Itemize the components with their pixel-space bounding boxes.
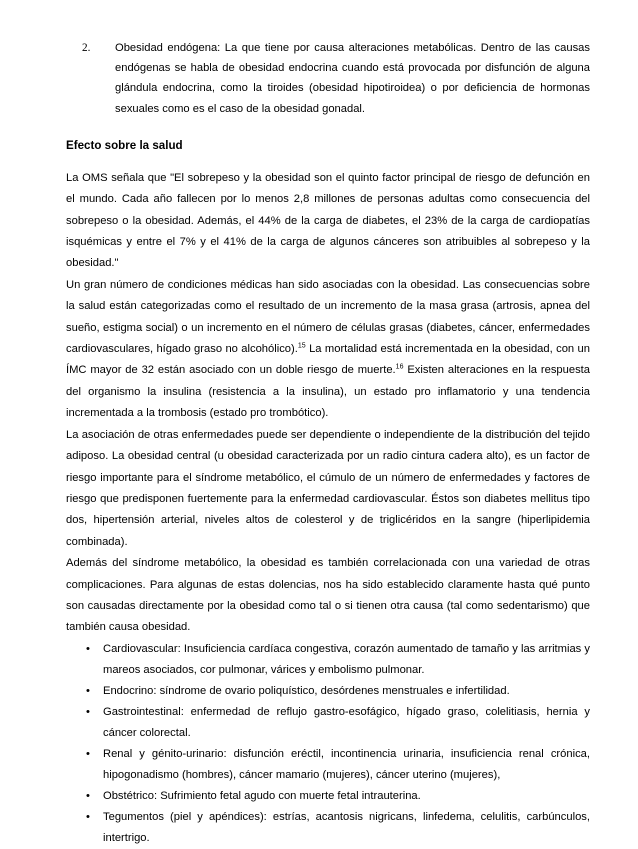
complications-list xyxy=(66,639,590,849)
list-item xyxy=(66,786,590,807)
numbered-list-item xyxy=(82,38,590,119)
paragraph-adipose-distribution: La asociación de otras enfermedades puede ser dependiente o independiente de la distribución del tejido adiposo. La obesidad central (u obesidad caracterizada por un radio cintura cadera alto), es un factor de riesgo importante para el síndrome metabólico, el cúmulo de un número de enfermedades y factores de riesgo que predisponen fuertemente para la enfermedad cardiovascular. Éstos son diabetes mellitus tipo dos, hipertensión arterial, niveles altos de colesterol y de triglicéridos en la sangre (hiperlipidemia combinada). xyxy=(66,428,590,548)
paragraph-text: Existen alteraciones en la respuesta del organismo la insulina (resistencia a la insulina), un estado pro inflamatorio y una tendencia incrementada a la trombosis (estado pro trombótico). xyxy=(66,364,591,420)
list-item-text: Renal y génito-urinario: disfunción eréctil, incontinencia urinaria, insuficiencia renal crónica, hipogonadismo (hombres), cáncer mamario (mujeres), cáncer uterino (mujeres), xyxy=(103,747,590,781)
list-item-text: Endocrino: síndrome de ovario poliquístico, desórdenes menstruales e infertilidad. xyxy=(103,684,510,697)
list-item xyxy=(66,702,590,744)
list-item-text: Tegumentos (piel y apéndices): estrías, acantosis nigricans, linfedema, celulitis, carbúnculos, intertrigo. xyxy=(103,810,590,844)
paragraph-consequences xyxy=(66,275,590,425)
bullet-icon: • xyxy=(86,684,90,697)
paragraph-oms-quote: La OMS señala que "El sobrepeso y la obesidad son el quinto factor principal de riesgo de defunción en el mundo. Cada año fallecen por lo menos 2,8 millones de personas adultas como consecuencia del sobrepeso o la obesidad. Además, el 44% de la carga de diabetes, el 23% de la carga de cardiopatías isquémicas y entre el 7% y el 41% de la carga de algunos cánceres son atribuibles al sobrepeso y la obesidad." xyxy=(66,171,590,270)
list-item xyxy=(66,744,590,786)
section-heading: Efecto sobre la salud xyxy=(66,138,183,152)
bullet-icon: • xyxy=(86,747,90,760)
bullet-icon: • xyxy=(86,705,90,718)
reference-number: 15 xyxy=(297,342,306,350)
paragraph-text: La mortalidad está incrementada en la obesidad, con un ÍMC mayor de 32 están asociado con un doble riesgo de muerte. xyxy=(66,343,590,377)
list-item-text: Cardiovascular: Insuficiencia cardíaca congestiva, corazón aumentado de tamaño y las arritmias y mareos asociados, cor pulmonar, várices y embolismo pulmonar. xyxy=(103,642,590,676)
paragraph-text: Un gran número de condiciones médicas han sido asociadas con la obesidad. Las consecuencias sobre la salud están categorizadas como el resultado de un incremento de la masa grasa (artrosis, apnea del sueño, estigma social) o un incremento en el número de células grasas (diabetes, cáncer, enfermedades cardiovasculares, hígado graso no alcohólico). xyxy=(66,278,590,356)
list-item-text: Obstétrico: Sufrimiento fetal agudo con muerte fetal intrauterina. xyxy=(103,789,421,802)
reference-number: 16 xyxy=(395,363,404,371)
bullet-icon: • xyxy=(86,810,90,823)
bullet-icon: • xyxy=(86,789,90,802)
list-item xyxy=(66,681,590,702)
list-item-text: Obesidad endógena: La que tiene por causa alteraciones metabólicas. Dentro de las causas endógenas se habla de obesidad endocrina cuando está provocada por disfunción de alguna glándula endocrina, como la tiroides (obesidad hipotiroidea) o por deficiencia de hormonas sexuales como es el caso de la obesidad gonadal. xyxy=(115,42,590,115)
list-item xyxy=(66,807,590,849)
paragraph-complications: Además del síndrome metabólico, la obesidad es también correlacionada con una variedad de otras complicaciones. Para algunas de estas dolencias, nos ha sido establecido claramente hasta qué punto son causadas directamente por la obesidad como tal o si tienen otra causa (tal como sedentarismo) que también causa obesidad. xyxy=(66,557,590,634)
list-item xyxy=(66,639,590,681)
bullet-icon: • xyxy=(86,642,90,655)
list-item-text: Gastrointestinal: enfermedad de reflujo gastro-esofágico, hígado graso, colelitiasis, hernia y cáncer colorectal. xyxy=(103,705,590,739)
list-number: 2. xyxy=(82,42,91,54)
